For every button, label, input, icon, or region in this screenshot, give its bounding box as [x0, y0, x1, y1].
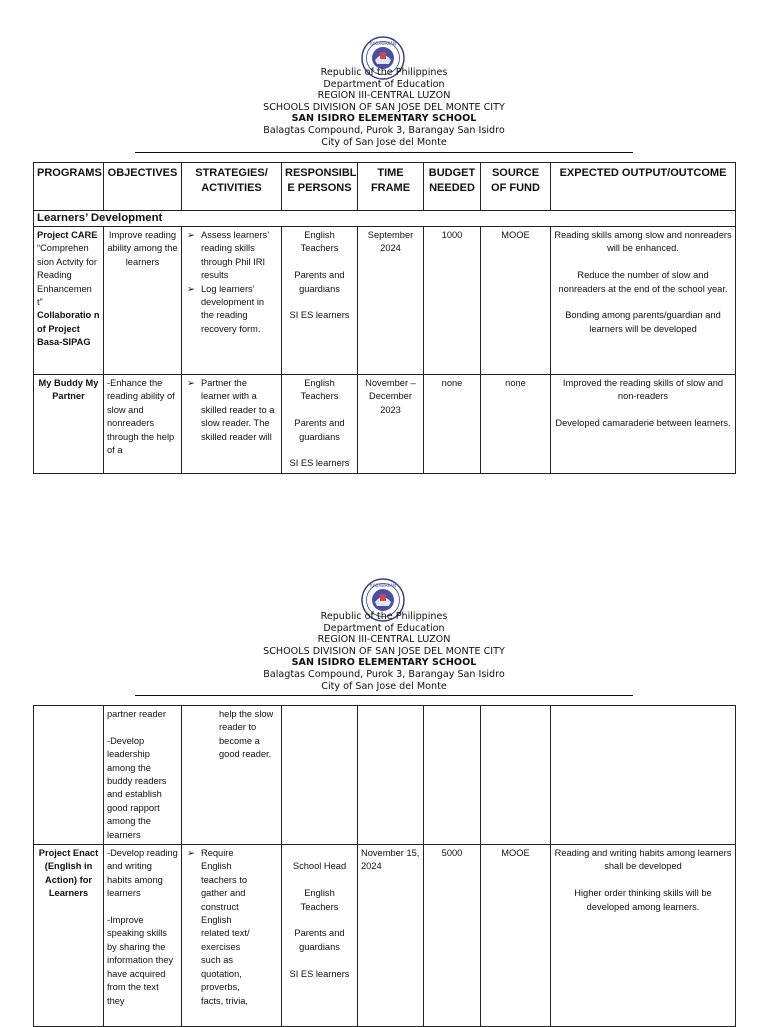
outcome-item: Reduce the number of slow and nonreaders at the end of the school year.	[558, 270, 728, 294]
letterhead-school-name: SAN ISIDRO ELEMENTARY SCHOOL	[291, 113, 477, 125]
table-row	[34, 227, 736, 375]
letterhead-divider	[135, 152, 633, 153]
responsible-item: SI ES learners	[289, 310, 350, 321]
responsible-cell	[282, 706, 358, 845]
source-cell: none	[481, 375, 551, 474]
program-cell	[34, 227, 104, 375]
outcome-item: Developed camaraderie between learners.	[555, 418, 731, 429]
objective-cell: Improve reading ability among the learners	[104, 227, 182, 375]
outcome-item: Reading skills among slow and nonreaders will be enhanced.	[554, 230, 732, 254]
section-label: Learners’ Development	[34, 211, 736, 227]
budget-cell: 1000	[424, 227, 481, 375]
action-plan-table-page-1	[33, 162, 736, 474]
responsible-cell	[282, 845, 358, 1027]
letterhead-line-division: SCHOOLS DIVISION OF SAN JOSE DEL MONTE CITY	[263, 645, 505, 657]
responsible-cell	[282, 227, 358, 375]
outcome-item: Higher order thinking skills will be developed among learners.	[574, 888, 712, 912]
page-gap	[0, 520, 768, 560]
program-cell	[34, 706, 104, 845]
strategy-item: ➢ Log learners’ development in the reading recovery form.	[187, 283, 265, 334]
time-frame-cell	[358, 706, 424, 845]
arrow-bullet-icon: ➢	[187, 848, 195, 859]
source-cell: MOOE	[481, 227, 551, 375]
responsible-cell	[282, 375, 358, 474]
program-description: “Comprehen sion Actvity for Reading Enhancemen t”	[37, 243, 97, 308]
letterhead	[0, 611, 768, 692]
strategy-item: ➢ Require English teachers to gather and construct English related text/ exercises such as quotation, proverbs, facts, trivia,	[187, 848, 250, 1006]
strategies-cell	[182, 227, 282, 375]
letterhead-line-region: REGION III-CENTRAL LUZON	[317, 90, 451, 102]
action-plan-table-page-2	[33, 705, 736, 1027]
letterhead-divider	[135, 695, 633, 696]
letterhead-address: Balagtas Compound, Purok 3, Barangay San Isidro	[263, 668, 505, 680]
outcome-cell	[551, 227, 736, 375]
outcome-item: Bonding among parents/guardian and learners will be developed	[565, 310, 721, 334]
strategy-item: ➢ Partner the learner with a skilled reader to a slow reader. The skilled reader will	[187, 378, 275, 442]
letterhead-city: City of San Jose del Monte	[321, 680, 447, 692]
letterhead-line-division: SCHOOLS DIVISION OF SAN JOSE DEL MONTE CITY	[263, 101, 505, 113]
outcome-item: Improved the reading skills of slow and non-readers	[562, 378, 724, 402]
col-header-budget: BUDGET NEEDED	[424, 163, 481, 211]
letterhead-line-department: Department of Education	[323, 78, 445, 90]
program-cell	[34, 845, 104, 1027]
strategies-cell	[182, 845, 282, 1027]
letterhead	[0, 67, 768, 148]
objective-cell: -Enhance the reading ability of slow and nonreaders through the help of a	[104, 375, 182, 474]
section-row	[34, 211, 736, 227]
strategies-cell	[182, 706, 282, 845]
arrow-bullet-icon: ➢	[187, 230, 195, 240]
objective-item: -Improve speaking skills by sharing the information they have acquired from the text they	[107, 915, 174, 1006]
source-cell	[481, 706, 551, 845]
outcome-cell	[551, 706, 736, 845]
responsible-item: Parents and guardians	[294, 928, 345, 952]
outcome-cell	[551, 845, 736, 1027]
program-title: Project CARE	[37, 230, 98, 240]
table-header-row	[34, 163, 736, 211]
table-row	[34, 375, 736, 474]
outcome-item: Reading and writing habits among learners shall be developed	[554, 848, 732, 872]
document-page-2	[0, 560, 768, 1024]
program-title: My Buddy My Partner	[38, 378, 99, 402]
table-row	[34, 706, 736, 845]
arrow-bullet-icon: ➢	[187, 283, 195, 294]
letterhead-line-department: Department of Education	[323, 622, 445, 634]
letterhead-line-republic: Republic of the Philippines	[320, 67, 448, 78]
responsible-item: School Head	[292, 861, 347, 872]
col-header-objectives: OBJECTIVES	[104, 163, 182, 211]
time-frame-cell: November 15, 2024	[358, 845, 424, 1027]
col-header-strategies: STRATEGIES/ ACTIVITIES	[182, 163, 282, 211]
budget-cell: none	[424, 375, 481, 474]
letterhead-line-region: REGION III-CENTRAL LUZON	[317, 634, 451, 646]
responsible-item: SI ES learners	[289, 968, 350, 979]
letterhead-address: Balagtas Compound, Purok 3, Barangay San Isidro	[263, 124, 505, 136]
strategy-item: ➢ Assess learners’ reading skills through Phil IRI results	[187, 230, 269, 281]
budget-cell: 5000	[424, 845, 481, 1027]
col-header-time-frame: TIME FRAME	[358, 163, 424, 211]
letterhead-school-name: SAN ISIDRO ELEMENTARY SCHOOL	[291, 657, 477, 669]
program-title: Project Enact (English in Action) for Learners	[38, 848, 99, 899]
objective-cell	[104, 706, 182, 845]
table-row	[34, 845, 736, 1027]
col-header-source: SOURCE OF FUND	[481, 163, 551, 211]
objective-item: -Develop leadership among the buddy readers and establish good rapport among the learners	[107, 735, 167, 840]
outcome-cell	[551, 375, 736, 474]
program-collaboration: Collaboratio n of Project Basa-SIPAG	[37, 310, 100, 348]
program-cell	[34, 375, 104, 474]
strategies-cell	[182, 375, 282, 474]
time-frame-cell: November – December 2023	[358, 375, 424, 474]
objective-item: partner reader	[107, 709, 166, 719]
svg-text:KAGAWARAN: KAGAWARAN	[370, 583, 396, 588]
responsible-item: Parents and guardians	[294, 418, 345, 442]
strategy-continuation: help the slow reader to become a good reader.	[219, 709, 274, 760]
objective-item: -Develop reading and writing habits among learners	[107, 848, 178, 899]
responsible-item: English Teachers	[300, 230, 339, 254]
col-header-expected-output: EXPECTED OUTPUT/OUTCOME	[551, 163, 736, 211]
objective-cell	[104, 845, 182, 1027]
source-cell: MOOE	[481, 845, 551, 1027]
col-header-programs: PROGRAMS	[34, 163, 104, 211]
responsible-item: English Teachers	[300, 888, 339, 912]
budget-cell	[424, 706, 481, 845]
responsible-item: Parents and guardians	[294, 270, 345, 294]
col-header-responsible: RESPONSIBL E PERSONS	[282, 163, 358, 211]
responsible-item: SI ES learners	[289, 458, 350, 469]
arrow-bullet-icon: ➢	[187, 378, 195, 388]
responsible-item: English Teachers	[300, 378, 339, 402]
letterhead-city: City of San Jose del Monte	[321, 136, 447, 148]
svg-text:KAGAWARAN: KAGAWARAN	[370, 41, 396, 46]
letterhead-line-republic: Republic of the Philippines	[320, 611, 448, 622]
time-frame-cell: September 2024	[358, 227, 424, 375]
